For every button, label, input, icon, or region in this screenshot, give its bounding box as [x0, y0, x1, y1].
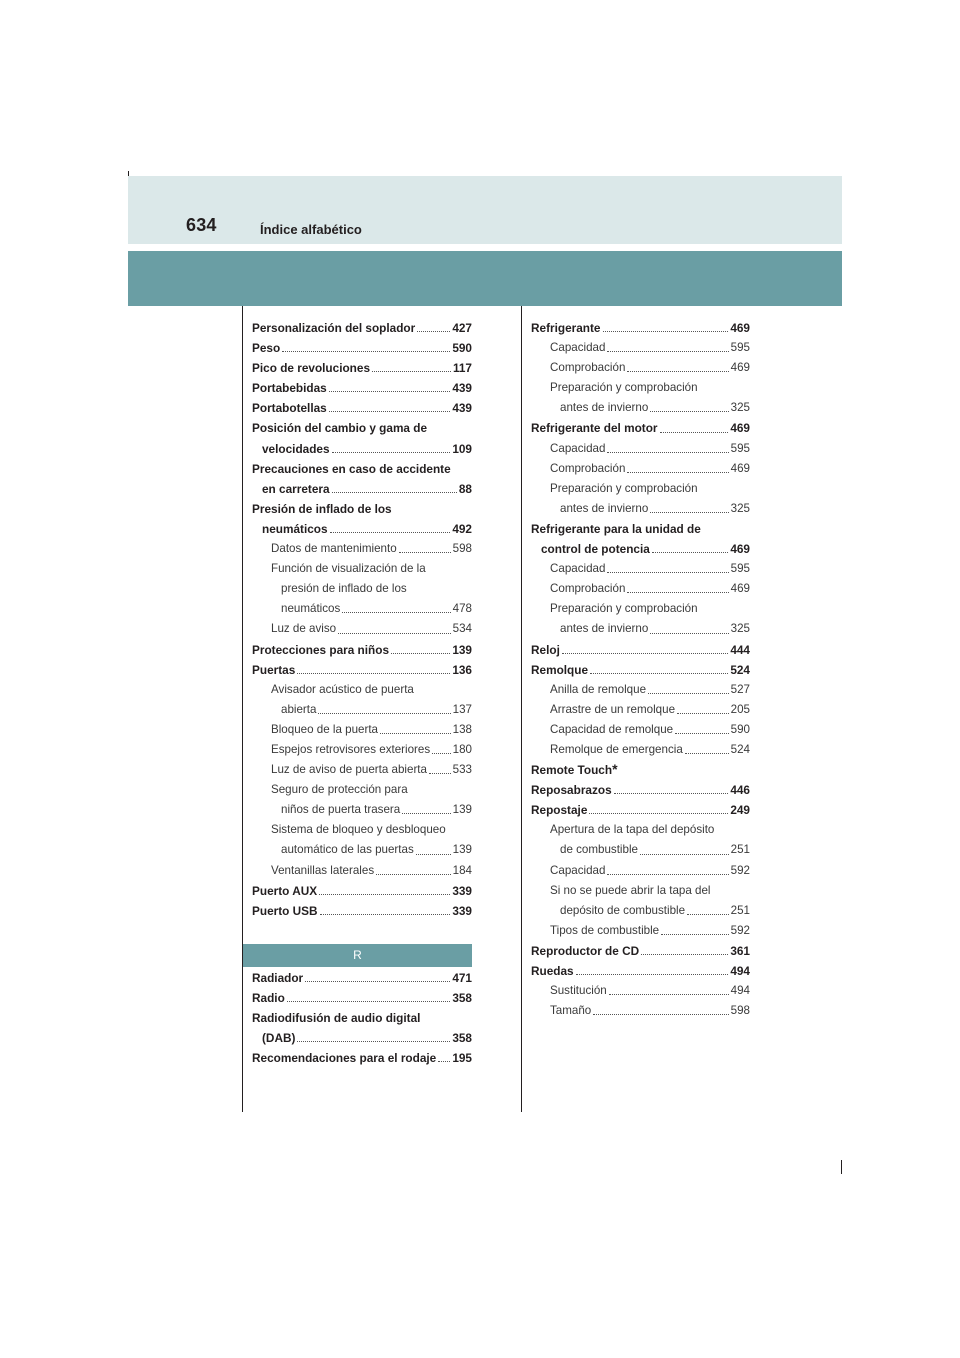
index-entry — [252, 640, 472, 660]
index-entry-page: 136 — [452, 662, 472, 677]
dot-leader — [627, 370, 728, 372]
index-entry — [531, 378, 750, 398]
index-entry-page: 494 — [730, 984, 750, 998]
page-number: 634 — [186, 215, 217, 235]
index-entry-text: abierta — [281, 702, 317, 716]
index-entry-text: velocidades — [262, 441, 330, 456]
dot-leader — [372, 370, 451, 372]
dot-leader — [590, 672, 728, 674]
index-entry — [531, 318, 750, 338]
index-entry-page: 137 — [452, 702, 472, 716]
index-column-left — [252, 318, 472, 921]
index-entry-page: 444 — [730, 642, 750, 657]
index-entry — [252, 700, 472, 720]
index-entry — [252, 881, 472, 901]
index-entry — [531, 780, 750, 800]
index-entry-text: Reloj — [531, 642, 560, 657]
index-entry-text: Posición del cambio y gama de — [252, 421, 428, 436]
dot-leader — [607, 350, 728, 352]
dot-leader — [640, 853, 729, 855]
index-entry — [252, 418, 472, 438]
index-entry-page: 439 — [452, 401, 472, 416]
index-entry-page: 361 — [730, 943, 750, 958]
index-entry — [531, 619, 750, 639]
index-entry-page: 325 — [730, 501, 750, 515]
index-entry — [252, 559, 472, 579]
dot-leader — [641, 953, 728, 955]
dot-leader — [342, 611, 450, 613]
index-entry-text: Apertura de la tapa del depósito — [550, 823, 715, 837]
index-entry — [252, 539, 472, 559]
dot-leader — [402, 812, 450, 814]
index-entry — [531, 479, 750, 499]
index-entry-page: 592 — [730, 923, 750, 937]
dot-leader — [614, 792, 729, 794]
index-entry-page: 358 — [452, 991, 472, 1006]
dot-leader — [650, 632, 728, 634]
index-entry — [531, 861, 750, 881]
index-entry — [252, 861, 472, 881]
index-entry-text: Ventanillas laterales — [271, 863, 375, 877]
index-entry — [252, 519, 472, 539]
dot-leader — [432, 752, 451, 754]
index-entry: Remote Touch * — [531, 760, 750, 780]
index-entry-text: Peso — [252, 341, 281, 356]
index-entry-text: Anilla de remolque — [550, 682, 647, 696]
index-entry-text: Refrigerante del motor — [531, 421, 658, 436]
index-entry-text: Espejos retrovisores exteriores — [271, 742, 431, 756]
index-entry — [531, 539, 750, 559]
index-entry-text: Función de visualización de la — [271, 562, 426, 576]
index-entry-page: 88 — [458, 481, 472, 496]
index-entry-page: 249 — [730, 803, 750, 818]
index-entry — [531, 901, 750, 921]
index-entry-text: Presión de inflado de los — [252, 501, 392, 516]
index-entry-text: Preparación y comprobación — [550, 381, 698, 395]
index-entry-page: 469 — [730, 461, 750, 475]
dot-leader — [607, 451, 728, 453]
index-entry-page: 527 — [730, 682, 750, 696]
dot-leader — [376, 873, 451, 875]
index-column-left-r — [252, 968, 472, 1068]
index-entry-page: 494 — [730, 964, 750, 978]
index-entry — [252, 840, 472, 860]
dot-leader — [399, 551, 451, 553]
index-entry-page: 325 — [730, 622, 750, 636]
dot-leader — [297, 1040, 450, 1042]
index-entry-page: 469 — [730, 361, 750, 375]
index-entry-text: Luz de aviso de puerta abierta — [271, 763, 427, 777]
index-entry — [531, 740, 750, 760]
index-entry-page: 478 — [452, 602, 472, 616]
index-entry — [252, 720, 472, 740]
dot-leader — [650, 410, 728, 412]
index-entry — [531, 338, 750, 358]
index-entry-text: Comprobación — [550, 582, 626, 596]
index-entry-page: 469 — [730, 321, 750, 335]
index-entry-text: neumáticos — [262, 521, 328, 536]
index-entry-text: Capacidad — [550, 441, 606, 455]
index-entry — [531, 599, 750, 619]
index-entry-page: 534 — [452, 622, 472, 636]
index-entry — [531, 941, 750, 961]
index-entry — [252, 780, 472, 800]
dot-leader — [416, 853, 451, 855]
dot-leader — [380, 732, 451, 734]
index-entry-text: de combustible — [560, 843, 638, 857]
index-entry-page: 592 — [730, 863, 750, 877]
left-column-rule — [242, 306, 243, 1112]
index-entry-page: 492 — [452, 521, 472, 536]
index-entry-page: 469 — [730, 542, 750, 557]
index-entry-text: antes de invierno — [560, 401, 649, 415]
index-entry — [531, 660, 750, 680]
dot-leader — [338, 632, 451, 634]
index-entry — [252, 499, 472, 519]
index-entry-text: Puertas — [252, 662, 296, 677]
index-entry-page: 251 — [730, 843, 750, 857]
dot-leader — [332, 451, 451, 453]
index-entry-page: 598 — [452, 542, 472, 556]
index-entry-page: 590 — [452, 341, 472, 356]
index-entry — [252, 479, 472, 499]
dot-leader — [330, 531, 451, 533]
dot-leader — [429, 772, 451, 774]
index-entry — [252, 680, 472, 700]
index-entry-text: Seguro de protección para — [271, 783, 408, 797]
index-entry-page: 139 — [452, 843, 472, 857]
index-entry — [531, 559, 750, 579]
index-entry-page: 595 — [730, 562, 750, 576]
index-entry — [531, 1001, 750, 1021]
index-entry-text: en carretera — [262, 481, 330, 496]
dot-leader — [675, 732, 729, 734]
index-entry-text: antes de invierno — [560, 622, 649, 636]
index-entry-page: 446 — [730, 783, 750, 798]
index-entry-page: 180 — [452, 742, 472, 756]
index-entry — [252, 378, 472, 398]
dot-leader — [391, 652, 450, 654]
index-entry — [531, 418, 750, 438]
index-entry-text: Tamaño — [550, 1004, 592, 1018]
index-entry — [531, 398, 750, 418]
index-entry — [252, 358, 472, 378]
index-entry-page: 251 — [730, 903, 750, 917]
index-entry-page: 524 — [730, 662, 750, 677]
dot-leader — [589, 812, 728, 814]
index-entry-page: 195 — [452, 1051, 472, 1066]
dot-leader — [607, 571, 728, 573]
index-entry-text: Remote Touch — [531, 763, 613, 778]
index-entry-text: Comprobación — [550, 461, 626, 475]
dot-leader — [305, 980, 450, 982]
index-entry — [252, 1028, 472, 1048]
index-entry-text: presión de inflado de los — [281, 582, 407, 596]
index-entry-page: 598 — [730, 1004, 750, 1018]
index-entry-text: Datos de mantenimiento — [271, 542, 397, 556]
index-entry-page: 439 — [452, 381, 472, 396]
dot-leader — [329, 410, 451, 412]
index-entry-text: Recomendaciones para el rodaje — [252, 1051, 437, 1066]
dot-leader — [329, 390, 451, 392]
index-entry — [531, 981, 750, 1001]
dot-leader — [297, 672, 450, 674]
dot-leader — [417, 330, 450, 332]
index-entry — [252, 820, 472, 840]
index-entry — [252, 760, 472, 780]
index-entry — [252, 1048, 472, 1068]
index-entry-text: Ruedas — [531, 964, 574, 978]
index-entry-text: Avisador acústico de puerta — [271, 682, 414, 696]
crop-mark — [841, 1160, 842, 1174]
dot-leader — [438, 1060, 450, 1062]
dot-leader — [603, 330, 729, 332]
index-entry — [252, 619, 472, 639]
index-entry-page: 533 — [452, 763, 472, 777]
index-entry-text: Preparación y comprobación — [550, 602, 698, 616]
dot-leader — [287, 1000, 451, 1002]
index-entry-text: Preparación y comprobación — [550, 481, 698, 495]
index-entry-text: niños de puerta trasera — [281, 803, 401, 817]
index-entry-text: (DAB) — [262, 1031, 296, 1046]
index-entry-text: Bloqueo de la puerta — [271, 722, 379, 736]
index-entry-page: 205 — [730, 702, 750, 716]
index-entry-page: 325 — [730, 401, 750, 415]
index-entry-text: Si no se puede abrir la tapa del — [550, 883, 711, 897]
dot-leader — [609, 993, 729, 995]
index-entry-text: Capacidad — [550, 863, 606, 877]
index-entry-page: 524 — [730, 742, 750, 756]
dot-leader — [320, 913, 451, 915]
index-entry-text: Puerto AUX — [252, 883, 318, 898]
dot-leader — [661, 933, 729, 935]
index-entry-page: 339 — [452, 883, 472, 898]
dot-leader — [332, 491, 457, 493]
index-entry-text: Protecciones para niños — [252, 642, 390, 657]
index-entry-text: Personalización del soplador — [252, 321, 416, 335]
index-entry-page: 139 — [452, 642, 472, 657]
index-entry-text: Capacidad — [550, 341, 606, 355]
index-entry — [531, 439, 750, 459]
index-entry — [531, 519, 750, 539]
index-entry-text: Precauciones en caso de accidente — [252, 461, 451, 476]
index-entry-text: Radiador — [252, 971, 304, 985]
index-entry-text: Puerto USB — [252, 903, 318, 918]
index-entry — [531, 800, 750, 820]
right-column-rule — [521, 306, 522, 1112]
index-entry-page: 595 — [730, 341, 750, 355]
dot-leader — [677, 712, 729, 714]
index-entry-text: antes de invierno — [560, 501, 649, 515]
index-entry-text: Sustitución — [550, 984, 607, 998]
index-entry — [252, 459, 472, 479]
index-entry-text: control de potencia — [541, 542, 650, 557]
index-entry-text: Tipos de combustible — [550, 923, 660, 937]
dot-leader — [660, 431, 729, 433]
index-entry — [252, 660, 472, 680]
index-entry — [531, 840, 750, 860]
index-entry — [531, 921, 750, 941]
dot-leader — [685, 752, 729, 754]
index-entry — [531, 499, 750, 519]
index-entry — [531, 700, 750, 720]
index-entry — [531, 358, 750, 378]
index-entry-text: Reposabrazos — [531, 783, 612, 798]
index-entry — [531, 881, 750, 901]
dot-leader — [318, 712, 450, 714]
index-entry — [531, 459, 750, 479]
dot-leader — [652, 551, 729, 553]
index-entry-text: neumáticos — [281, 602, 341, 616]
dot-leader — [319, 893, 450, 895]
index-entry-text: Refrigerante — [531, 321, 601, 335]
index-column-right — [531, 318, 750, 1021]
index-entry-page: 184 — [452, 863, 472, 877]
dot-leader — [607, 873, 728, 875]
dot-leader — [687, 913, 729, 915]
index-entry-text: Capacidad de remolque — [550, 722, 674, 736]
index-entry — [252, 800, 472, 820]
dot-leader — [593, 1013, 728, 1015]
index-entry-page: 427 — [452, 321, 472, 335]
index-entry-text: Remolque — [531, 662, 589, 677]
index-entry — [531, 720, 750, 740]
index-entry-text: Radiodifusión de audio digital — [252, 1011, 421, 1026]
index-entry-page: 590 — [730, 722, 750, 736]
header-band — [128, 176, 842, 244]
index-entry — [531, 640, 750, 660]
section-tab-band — [128, 251, 842, 306]
index-entry-text: Radio — [252, 991, 285, 1006]
page-title: Índice alfabético — [260, 222, 362, 237]
dot-leader — [576, 973, 729, 975]
index-entry — [531, 820, 750, 840]
index-entry-page: 469 — [730, 421, 750, 436]
index-entry-page: 138 — [452, 722, 472, 736]
index-entry-page: 595 — [730, 441, 750, 455]
index-entry — [252, 988, 472, 1008]
index-entry-page: 339 — [452, 903, 472, 918]
index-entry-text: Refrigerante para la unidad de — [531, 521, 701, 536]
index-entry-text: Arrastre de un remolque — [550, 702, 676, 716]
index-entry-page: 117 — [452, 361, 472, 376]
index-entry — [252, 740, 472, 760]
index-entry — [252, 968, 472, 988]
index-entry — [252, 338, 472, 358]
dot-leader — [562, 652, 728, 654]
index-entry — [252, 579, 472, 599]
index-entry-text: Repostaje — [531, 803, 588, 818]
index-entry — [531, 961, 750, 981]
index-entry — [252, 318, 472, 338]
dot-leader — [650, 511, 728, 513]
index-entry-page: 139 — [452, 803, 472, 817]
index-entry — [252, 599, 472, 619]
index-entry — [252, 901, 472, 921]
index-entry — [252, 1008, 472, 1028]
index-entry-page: 471 — [452, 971, 472, 985]
index-entry-text: Comprobación — [550, 361, 626, 375]
index-entry-text: Luz de aviso — [271, 622, 337, 636]
section-letter-bar: R — [243, 944, 472, 967]
index-entry-text: Portabebidas — [252, 381, 327, 396]
dot-leader — [627, 471, 728, 473]
index-entry — [531, 680, 750, 700]
index-entry-text: Reproductor de CD — [531, 943, 640, 958]
index-entry — [531, 579, 750, 599]
index-entry-text: Remolque de emergencia — [550, 742, 683, 756]
index-entry-page: 469 — [730, 582, 750, 596]
index-entry-text: automático de las puertas — [281, 843, 414, 857]
index-entry-page: 109 — [452, 441, 472, 456]
index-entry-text: depósito de combustible — [560, 903, 686, 917]
dot-leader — [627, 591, 728, 593]
index-entry-text: Sistema de bloqueo y desbloqueo — [271, 823, 446, 837]
index-entry-text: Portabotellas — [252, 401, 327, 416]
dot-leader — [648, 692, 729, 694]
index-entry — [252, 398, 472, 418]
index-entry-text: Pico de revoluciones — [252, 361, 371, 376]
index-entry-page: 358 — [452, 1031, 472, 1046]
dot-leader — [282, 350, 450, 352]
index-entry — [252, 439, 472, 459]
index-entry-text: Capacidad — [550, 562, 606, 576]
